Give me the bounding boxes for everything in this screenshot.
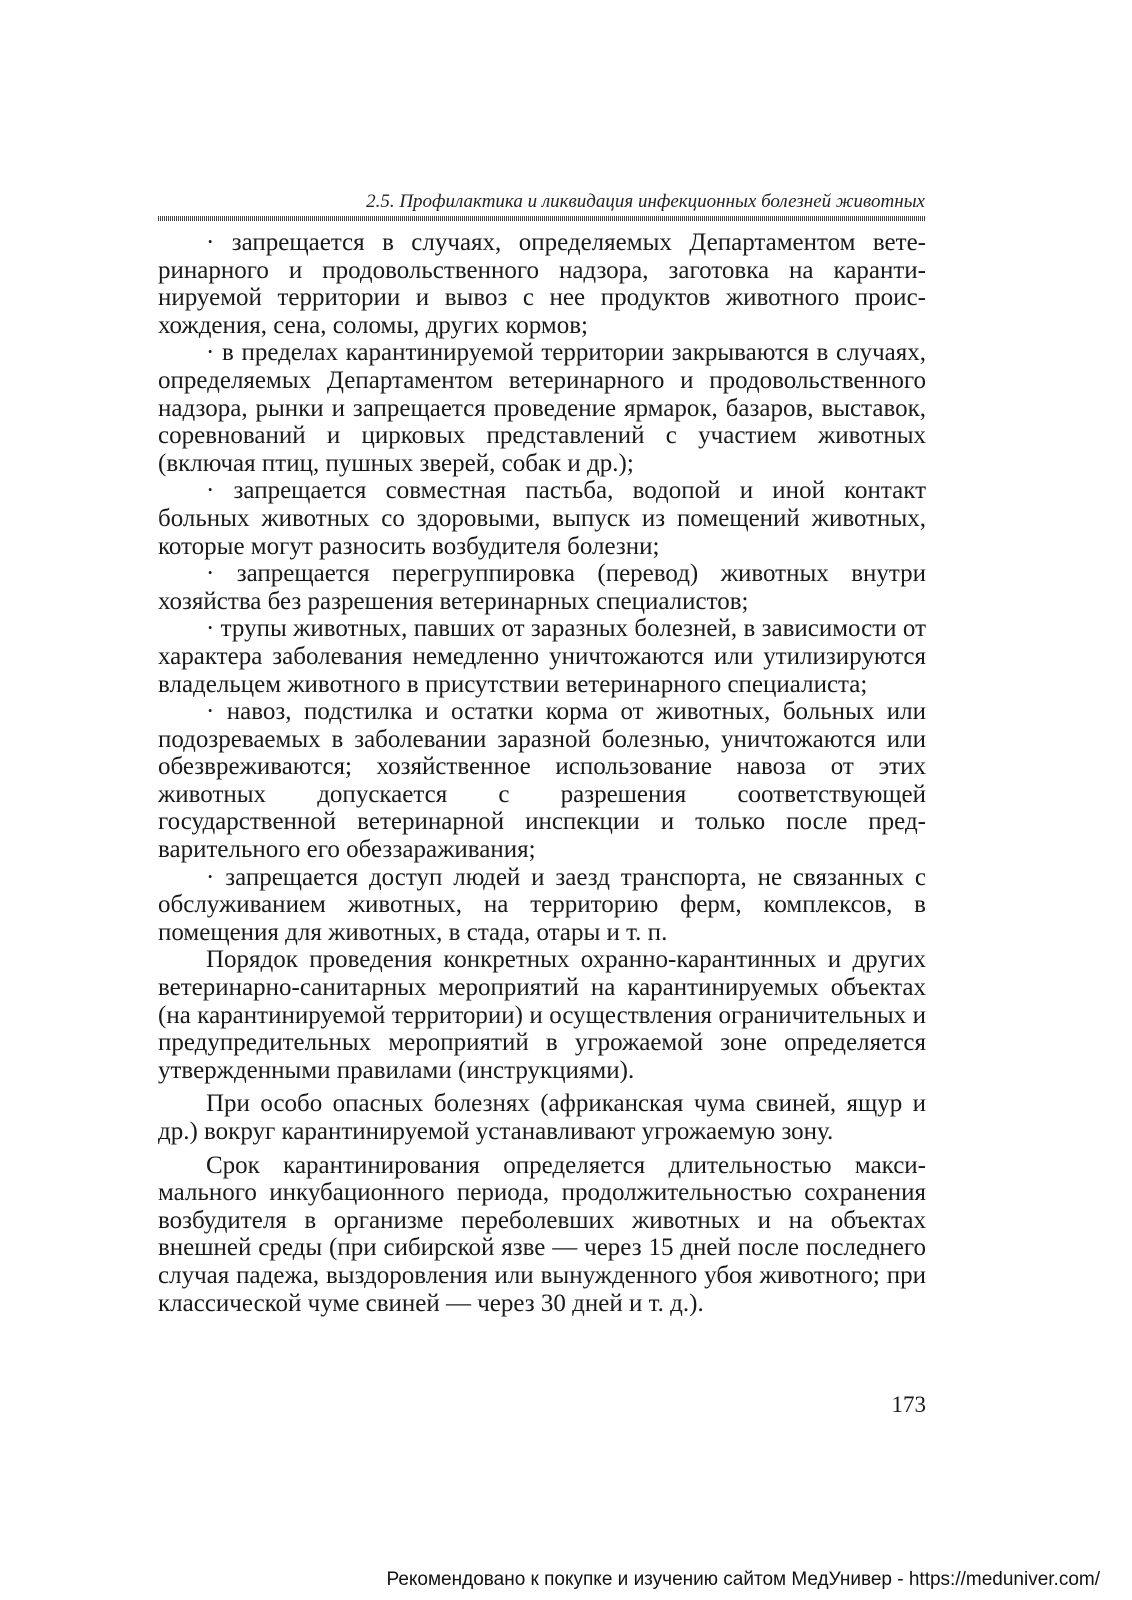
header-rule: [158, 216, 926, 221]
page-number: 173: [891, 1392, 926, 1417]
footer-watermark: Рекомендовано к покупке и изучению сайтом МедУнивер - https://meduniver.com/: [386, 1569, 1100, 1590]
paragraph-8: Порядок проведения конкретных охранно-карантинных и других ветеринарно-санитарных мероприятий на карантинируемых объектах (на карантинируемой территории) и осуществления ограничительных и предупредительных мероприятий в угрожаемой зоне определяется утвержденными правилами (инструкциями).: [158, 946, 926, 1084]
body-text: [158, 229, 926, 1317]
paragraph-5: · трупы животных, павших от заразных болезней, в зависимости от характера заболевания немедленно уничтожаются или утилизируются владельцем животного в присутствии ветеринарного специалиста;: [158, 615, 926, 698]
paragraph-6: · навоз, подстилка и остатки корма от животных, больных или подозреваемых в заболевании заразной болезнью, уничтожаются или обезвреживаются; хозяйственное использование навоза от этих животных допускается с разрешения соответствующей государственной ветеринарной инспекции и только после предварительного его обеззараживания;: [158, 698, 926, 864]
paragraph-2: · в пределах карантинируемой территории закрываются в случаях, определяемых Департаментом ветеринарного и продовольственного надзора, рынки и запрещается проведение ярмарок, базаров, выставок, соревнований и цирковых представлений с участием животных (включая птиц, пушных зверей, собак и др.);: [158, 339, 926, 477]
paragraph-9: При особо опасных болезнях (африканская чума свиней, ящур и др.) вокруг карантинируемой устанавливают угрожаемую зону.: [158, 1090, 926, 1145]
paragraph-1: · запрещается в случаях, определяемых Департаментом ветеринарного и продовольственного надзора, заготовка на карантинируемой территории и вывоз с нее продуктов животного происхождения, сена, соломы, других кормов;: [158, 229, 926, 339]
running-head: 2.5. Профилактика и ликвидация инфекционных болезней животных: [366, 191, 925, 212]
paragraph-7: · запрещается доступ людей и заезд транспорта, не связанных с обслуживанием животных, на территорию ферм, комплексов, в помещения для животных, в стада, отары и т. п.: [158, 863, 926, 946]
paragraph-10: Срок карантинирования определяется длительностью максимального инкубационного периода, продолжительностью сохранения возбудителя в организме переболевших животных и на объектах внешней среды (при сибирской язве — через 15 дней после последнего случая падежа, выздоровления или вынужденного убоя животного; при классической чуме свиней — через 30 дней и т. д.).: [158, 1151, 926, 1317]
paragraph-3: · запрещается совместная пастьба, водопой и иной контакт больных животных со здоровыми, выпуск из помещений животных, которые могут разносить возбудителя болезни;: [158, 477, 926, 560]
paragraph-4: · запрещается перегруппировка (перевод) животных внутри хозяйства без разрешения ветеринарных специалистов;: [158, 560, 926, 615]
